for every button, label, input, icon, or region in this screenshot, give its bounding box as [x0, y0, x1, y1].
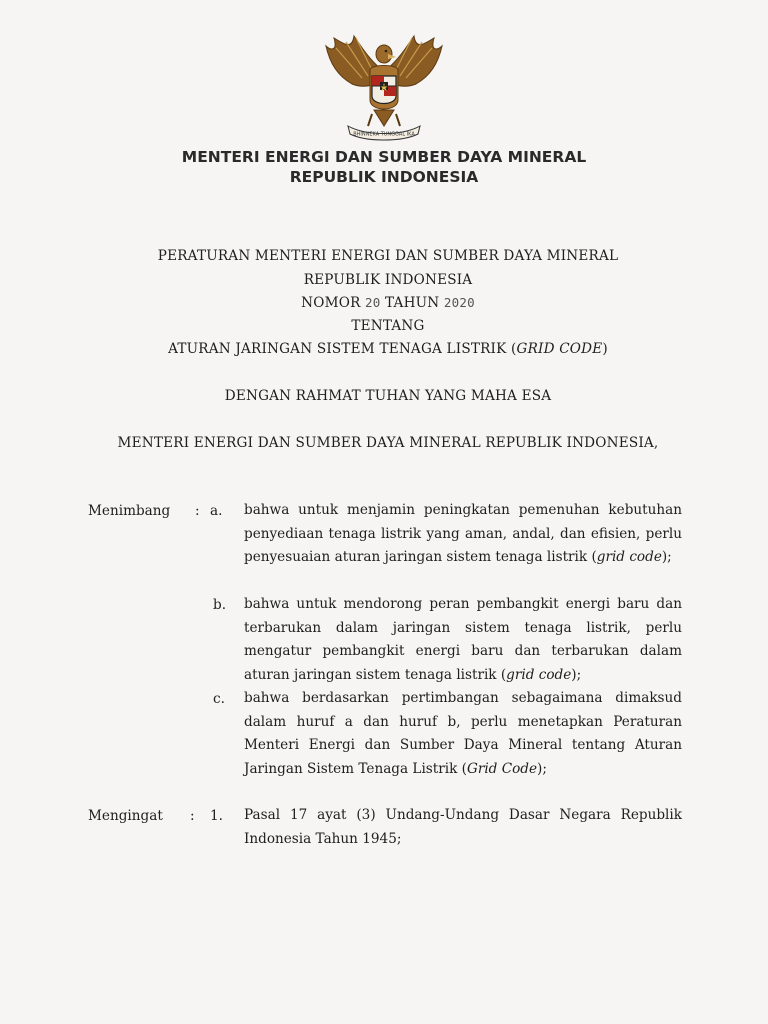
item-a-end: );: [661, 549, 672, 565]
tahun-value: 2020: [443, 295, 475, 310]
item-b-text: bahwa untuk mendorong peran pembangkit energi baru dan terbarukan dalam jaringan sistem tenaga listrik, perlu mengatur pembangkit energi baru dan terbarukan dalam aturan jaringan sistem tenaga listrik (: [244, 596, 682, 683]
item-a-italic: grid code: [596, 549, 662, 565]
garuda-emblem-icon: [322, 30, 446, 144]
menimbang-item-c: [244, 687, 682, 781]
regulation-subject: [0, 341, 768, 357]
item-mark-a: a.: [210, 503, 223, 519]
item-a-text: bahwa untuk menjamin peningkatan pemenuhan kebutuhan penyediaan tenaga listrik yang aman, andal, dan efisien, perlu penyesuaian aturan jaringan sistem tenaga listrik (: [244, 502, 682, 565]
item-b-end: );: [571, 666, 582, 683]
menimbang-item-a: [244, 499, 682, 570]
mengingat-label: Mengingat: [88, 808, 163, 824]
subject-italic: GRID CODE: [516, 341, 603, 357]
item-mark-b: b.: [213, 597, 227, 613]
tentang-label: TENTANG: [351, 318, 425, 334]
item-c-italic: Grid Code: [466, 760, 538, 777]
emblem-motto: BHINNEKA TUNGGAL IKA: [353, 131, 415, 138]
issuer: MENTERI ENERGI DAN SUMBER DAYA MINERAL REPUBLIK INDONESIA,: [117, 435, 659, 451]
nomor-label: NOMOR: [301, 295, 361, 311]
mengingat-item-1: Pasal 17 ayat (3) Undang-Undang Dasar Negara Republik Indonesia Tahun 1945;: [244, 807, 682, 847]
tahun-label: TAHUN: [385, 295, 440, 311]
subject-end: ): [602, 341, 608, 357]
regulation-title-line2: REPUBLIK INDONESIA: [303, 272, 473, 288]
nomor-value: 20: [365, 295, 381, 310]
mengingat-colon: :: [190, 808, 195, 824]
regulation-number: [0, 295, 768, 311]
ministry-heading-line1: MENTERI ENERGI DAN SUMBER DAYA MINERAL: [181, 148, 587, 166]
invocation: DENGAN RAHMAT TUHAN YANG MAHA ESA: [224, 388, 552, 404]
item-b-italic: grid code: [506, 666, 572, 683]
item-mark-1: 1.: [210, 808, 223, 824]
regulation-title-line1: PERATURAN MENTERI ENERGI DAN SUMBER DAYA MINERAL: [157, 248, 619, 264]
menimbang-colon: :: [195, 503, 200, 519]
item-c-end: );: [537, 760, 547, 777]
item-mark-c: c.: [213, 691, 225, 707]
menimbang-label: Menimbang: [88, 503, 171, 519]
menimbang-item-b: [244, 593, 682, 687]
item-c-text: bahwa berdasarkan pertimbangan sebagaimana dimaksud dalam huruf a dan huruf b, perlu menetapkan Peraturan Menteri Energi dan Sumber Daya Mineral tentang Aturan Jaringan Sistem Tenaga Listrik (: [244, 690, 682, 777]
subject-text: ATURAN JARINGAN SISTEM TENAGA LISTRIK (: [168, 341, 517, 357]
ministry-heading-line2: REPUBLIK INDONESIA: [289, 168, 479, 186]
